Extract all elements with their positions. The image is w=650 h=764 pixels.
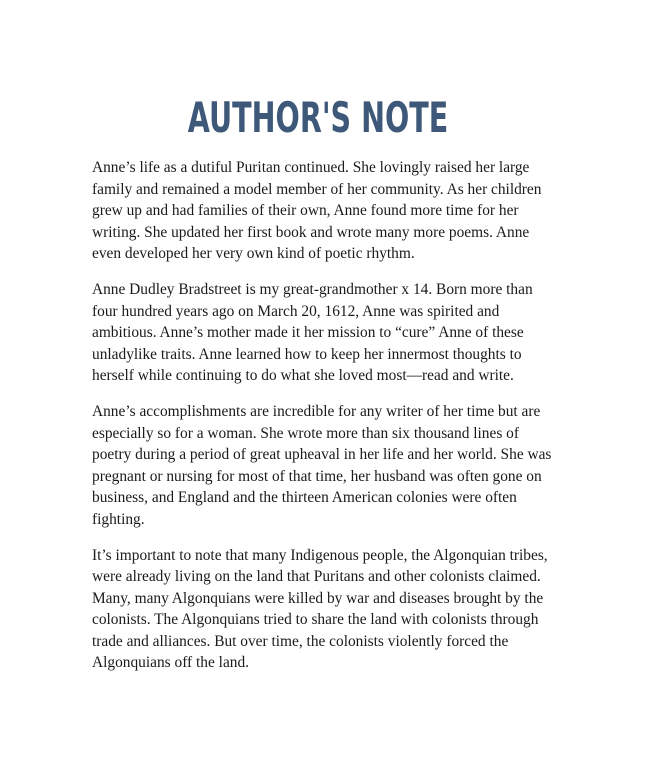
paragraph-1: Anne’s life as a dutiful Puritan continued. She lovingly raised her large family and remained a model member of her community. As her children grew up and had families of their own, Anne found more time for her writing. She updated her first book and wrote many more poems. Anne even developed her very own kind of poetic rhythm. — [92, 159, 542, 263]
paragraph-3: Anne’s accomplishments are incredible for any writer of her time but are especially so for a woman. She wrote more than six thousand lines of poetry during a period of great upheaval in her life and her world. She was pregnant or nursing for most of that time, her husband was often gone on business, and England and the thirteen American colonies were often fighting. — [92, 402, 552, 528]
paragraph-2: Anne Dudley Bradstreet is my great-grandmother x 14. Born more than four hundred years ago on March 20, 1612, Anne was spirited and ambitious. Anne’s mother made it her mission to “cure” Anne of these unladylike traits. Anne learned how to keep her innermost thoughts to herself while continuing to do what she loved most—read and write. — [92, 280, 533, 385]
page-title: AUTHOR'S NOTE — [187, 93, 449, 143]
paragraph-4: It’s important to note that many Indigenous people, the Algonquian tribes, were already living on the land that Puritans and other colonists claimed. Many, many Algonquians were killed by war and diseases brought by the colonists. The Algonquians tried to share the land with colonists through trade and alliances. But over time, the colonists violently forced the Algonquians off the land. — [92, 546, 548, 672]
body-text — [92, 157, 562, 688]
